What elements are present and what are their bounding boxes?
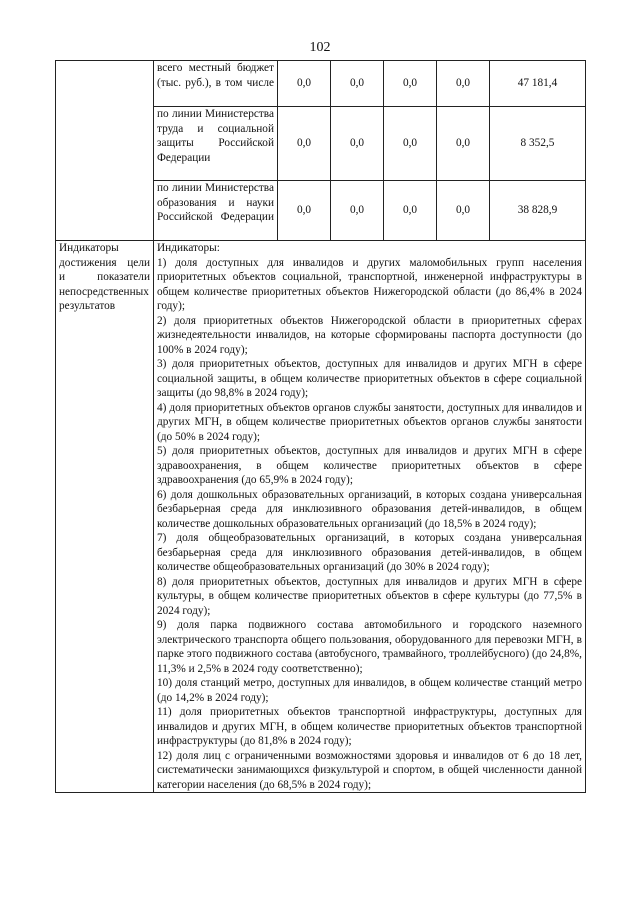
budget-value: 0,0 [278,181,331,241]
budget-row-label: всего местный бюджет (тыс. руб.), в том числе [154,61,278,107]
indicator-item: 2) доля приоритетных объектов Нижегородской области в приоритетных сферах жизнедеятельности инвалидов, на которые сформированы паспорта доступности (до 100% в 2024 году); [157,314,582,356]
budget-value: 0,0 [384,181,437,241]
budget-row-label: по линии Министерства труда и социальной защиты Российской Федерации [154,107,278,181]
indicator-item: 10) доля станций метро, доступных для инвалидов, в общем количестве станций метро (до 14,2% в 2024 году); [157,677,582,704]
budget-value: 0,0 [278,107,331,181]
budget-value: 0,0 [437,181,490,241]
budget-row-label: по линии Министерства образования и науки Российской Федерации [154,181,278,241]
budget-value: 0,0 [437,107,490,181]
budget-value: 0,0 [331,61,384,107]
budget-row [56,61,586,107]
indicator-item: 8) доля приоритетных объектов, доступных для инвалидов и других МГН в сфере культуры, в общем количестве приоритетных объектов в сфере культуры (до 77,5% в 2024 году); [157,575,582,617]
budget-value: 0,0 [278,61,331,107]
indicator-item: 11) доля приоритетных объектов транспортной инфраструктуры, доступных для инвалидов и других МГН, в общем количестве приоритетных объектов транспортной инфраструктуры (до 81,8% в 2024 году); [157,706,582,747]
indicators-list [154,241,586,793]
budget-value: 0,0 [437,61,490,107]
page-number: 102 [309,40,331,55]
indicator-item: 7) доля общеобразовательных организаций, в которых создана универсальная безбарьерная среда для инклюзивного образования детей-инвалидов, в общем количестве общеобразовательных организаций (до 30% в 2024 году); [157,532,582,573]
budget-total: 38 828,9 [490,181,586,241]
budget-value: 0,0 [331,181,384,241]
indicator-item: 3) доля приоритетных объектов, доступных для инвалидов и других МГН в сфере социальной защиты, в общем количестве приоритетных объектов в сфере социальной защиты (до 98,8% в 2024 году); [157,358,582,399]
indicator-item: 5) доля приоритетных объектов, доступных для инвалидов и других МГН в сфере здравоохранения, в общем количестве приоритетных объектов в сфере здравоохранения (до 65,9% в 2024 году); [157,445,582,486]
empty-cell [56,61,154,241]
indicators-heading: Индикаторы: [157,242,220,254]
budget-total: 47 181,4 [490,61,586,107]
budget-value: 0,0 [384,107,437,181]
indicator-item: 12) доля лиц с ограниченными возможностями здоровья и инвалидов от 6 до 18 лет, систематически занимающихся физкультурой и спортом, в общей численности данной категории населения (до 68,5% в 2024 году); [157,749,582,791]
indicator-item: 4) доля приоритетных объектов органов службы занятости, доступных для инвалидов и других МГН, в общем количестве приоритетных объектов органов службы занятости (до 50% в 2024 году); [157,401,582,443]
budget-value: 0,0 [384,61,437,107]
program-table [55,60,586,793]
indicators-section-title: Индикаторы достижения цели и показатели непосредственных результатов [56,241,154,793]
indicator-item: 6) доля дошкольных образовательных организаций, в которых создана универсальная безбарьерная среда для инклюзивного образования детей-инвалидов, в общем количестве дошкольных образовательных организаций (до 18,5% в 2024 году); [157,488,582,530]
indicator-item: 9) доля парка подвижного состава автомобильного и городского наземного электрического транспорта общего пользования, оборудованного для перевозки МГН, в парке этого подвижного состава (автобусного, трамвайного, троллейбусного) (до 24,8%, 11,3% и 2,5% в 2024 году соответственно); [157,619,582,675]
budget-value: 0,0 [331,107,384,181]
indicator-item: 1) доля доступных для инвалидов и других маломобильных групп населения приоритетных объектов социальной, транспортной, инженерной инфраструктуры в общем количестве приоритетных объектов Нижегородской области (до 86,4% в 2024 году); [157,256,582,312]
budget-total: 8 352,5 [490,107,586,181]
indicators-row [56,241,586,793]
